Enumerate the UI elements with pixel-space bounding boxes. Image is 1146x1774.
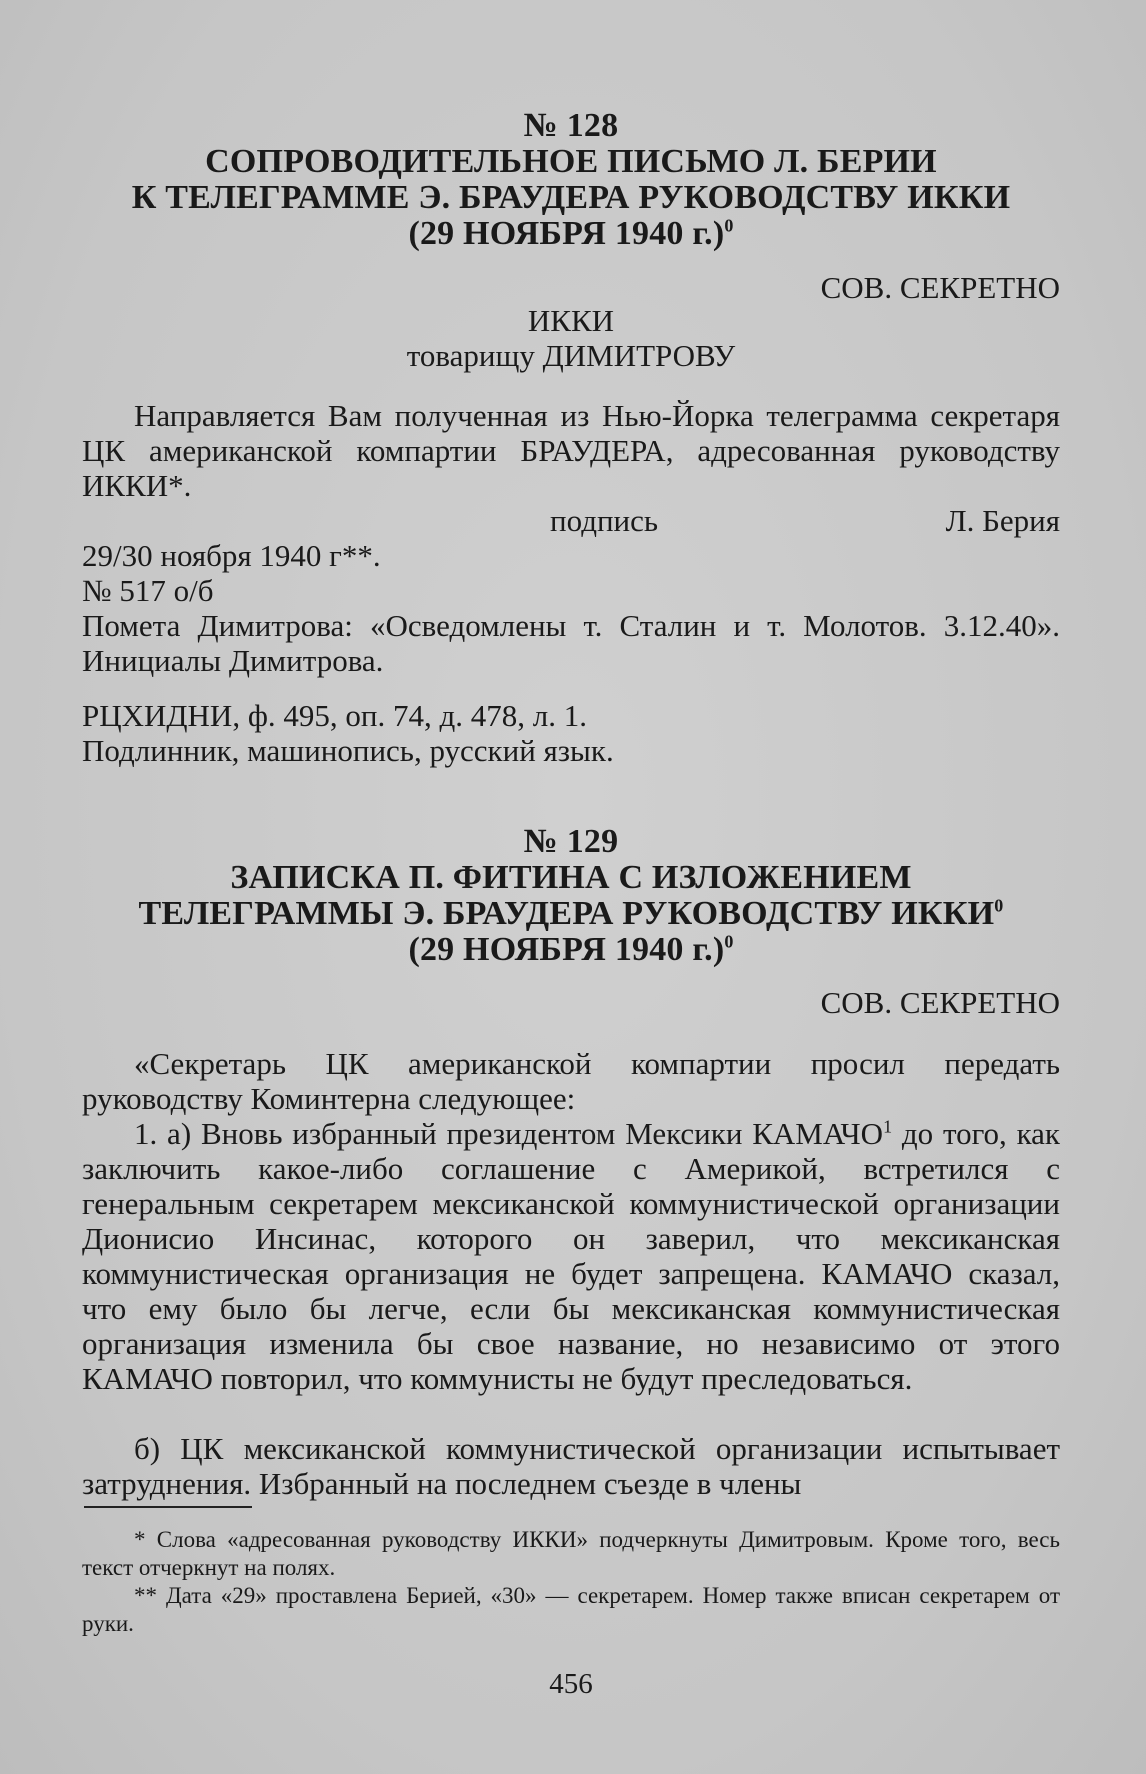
doc128-number: № 128 (523, 107, 619, 144)
doc128-ref-number: № 517 о/б (82, 573, 214, 608)
doc129-number: № 129 (523, 823, 619, 860)
doc128-recipient-org: ИККИ (527, 303, 615, 338)
doc129-para2-footnote-ref: 1 (883, 1116, 893, 1137)
doc128-archive-desc: Подлинник, машинопись, русский язык. (82, 733, 614, 768)
page-number: 456 (549, 1668, 593, 1700)
doc128-body: Направляется Вам полученная из Нью-Йорка телеграмма секретаря ЦК американской компартии БРАУДЕРА, адресованная руководству ИККИ*. (82, 398, 1060, 503)
doc128-recipient-person: товарищу ДИМИТРОВУ (406, 338, 736, 373)
doc128-classification: СОВ. СЕКРЕТНО (820, 270, 1060, 305)
doc129-title-line2-sup: 0 (994, 895, 1004, 916)
doc129-title-sup: 0 (724, 931, 734, 952)
footnote-1: * Слова «адресованная руководству ИККИ» подчеркнуты Димитровым. Кроме того, весь текст отчеркнут на полях. (82, 1527, 1060, 1580)
doc129-classification: СОВ. СЕКРЕТНО (820, 985, 1060, 1020)
doc129-title-line2: ТЕЛЕГРАММЫ Э. БРАУДЕРА РУКОВОДСТВУ ИККИ$^0$ (138, 895, 1004, 932)
doc129-para2: 1. а) Вновь избранный президентом Мексики КАМАЧО$^1$ до того, как заключить какое-либо соглашение с Америкой, встретился с генеральным секретарем мексиканской коммунистической организации Дионисио Инсинас, которого он заверил, что мексиканская коммунистическая организация не будет запрещена. КАМАЧО сказал, что ему было бы легче, если бы мексиканская коммунистическая организация изменила бы свое название, но независимо от этого КАМАЧО повторил, что коммунисты не будут преследоваться. (82, 1116, 1060, 1396)
footnote-divider (84, 1506, 252, 1508)
doc128-signature-row (82, 503, 1060, 538)
doc128-date-line: 29/30 ноября 1940 г**. (82, 538, 381, 573)
doc129-title-line1: ЗАПИСКА П. ФИТИНА С ИЗЛОЖЕНИЕМ (230, 859, 912, 896)
doc128-title-line3: (29 НОЯБРЯ 1940 г.)$^0$ (408, 215, 734, 252)
footnote-2: ** Дата «29» проставлена Берией, «30» — секретарем. Номер также вписан секретарем от руки. (82, 1583, 1060, 1636)
doc128-title-line2: К ТЕЛЕГРАММЕ Э. БРАУДЕРА РУКОВОДСТВУ ИККИ (131, 179, 1011, 216)
doc128-note: Помета Димитрова: «Осведомлены т. Сталин и т. Молотов. 3.12.40». Инициалы Димитрова. (82, 608, 1060, 678)
doc128-header (82, 108, 1060, 252)
doc129-title-line3: (29 НОЯБРЯ 1940 г.)$^0$ (408, 931, 734, 968)
doc129-para3: б) ЦК мексиканской коммунистической организации испытывает затруднения. Избранный на последнем съезде в члены (82, 1431, 1060, 1501)
doc128-title-sup: 0 (724, 215, 734, 236)
doc129-para1: «Секретарь ЦК американской компартии просил передать руководству Коминтерна следующее: (82, 1046, 1060, 1116)
doc128-signature-label: подпись (550, 503, 659, 538)
doc128-signature-name: Л. Берия (945, 503, 1060, 538)
doc128-archive-ref: РЦХИДНИ, ф. 495, оп. 74, д. 478, л. 1. (82, 698, 587, 733)
doc129-header (82, 824, 1060, 968)
doc128-title-line1: СОПРОВОДИТЕЛЬНОЕ ПИСЬМО Л. БЕРИИ (205, 143, 937, 180)
